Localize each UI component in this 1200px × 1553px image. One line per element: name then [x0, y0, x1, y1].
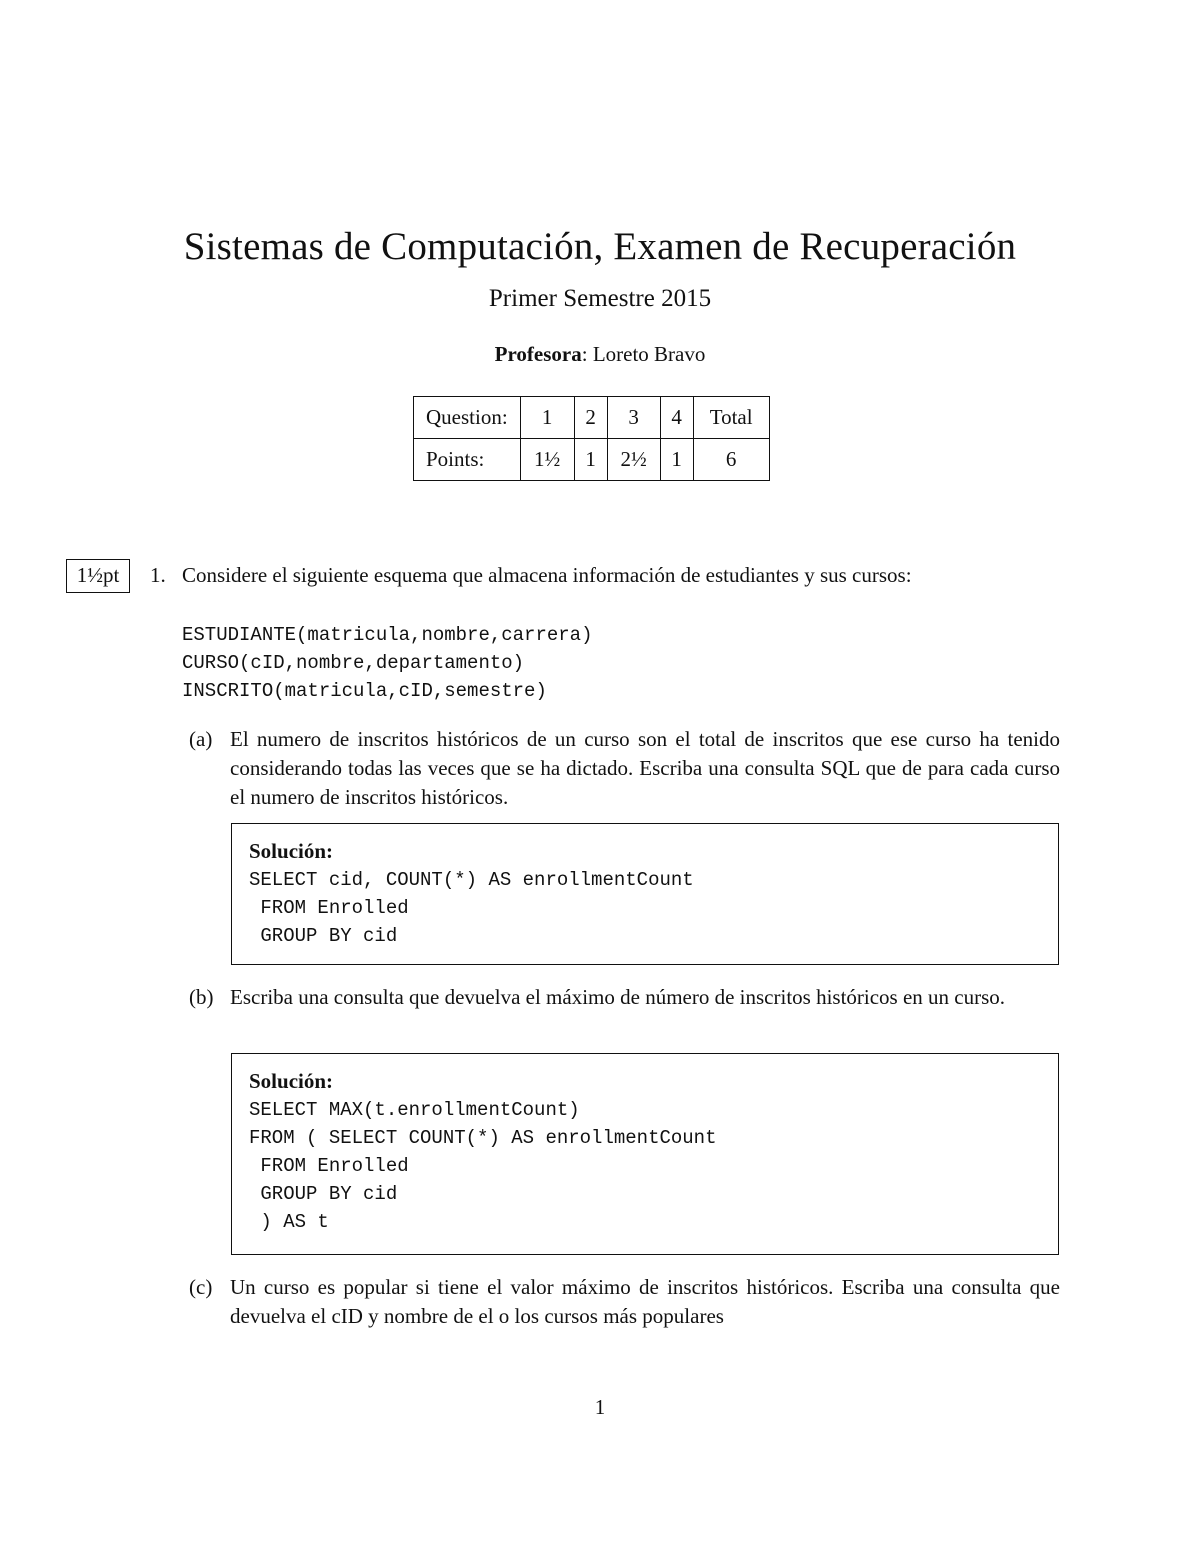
points-label-cell: Points:: [414, 439, 521, 481]
professor-label: Profesora: [494, 342, 582, 366]
solution-code-line: GROUP BY cid: [249, 925, 398, 947]
grade-table-question-row: [414, 397, 770, 439]
solution-label: Solución:: [249, 839, 334, 863]
solution-code-line: SELECT cid, COUNT(*) AS enrollmentCount: [249, 869, 694, 891]
schema-line: INSCRITO(matricula,cID,semestre): [182, 680, 547, 702]
part-b-label: (b): [189, 985, 214, 1009]
part-c-text: Un curso es popular si tiene el valor máximo de inscritos históricos. Escriba una consulta que devuelva el cID y nombre de el o los cursos más populares: [230, 1275, 1060, 1328]
grade-table-points-row: [414, 439, 770, 481]
question-points-badge: 1½pt: [66, 559, 130, 593]
question-cell: 2: [574, 397, 607, 439]
page-number: 1: [594, 1395, 606, 1419]
schema-line: CURSO(cID,nombre,departamento): [182, 652, 525, 674]
question-cell: 4: [660, 397, 693, 439]
part-b-text: Escriba una consulta que devuelva el máximo de número de inscritos históricos en un curso.: [230, 985, 1006, 1009]
solution-box-b: [231, 1053, 1059, 1255]
professor-name: Loreto Bravo: [592, 342, 706, 366]
question-text: Considere el siguiente esquema que almacena información de estudiantes y sus cursos:: [182, 563, 912, 587]
question-label-cell: Question:: [414, 397, 521, 439]
exam-title: Sistemas de Computación, Examen de Recuperación: [183, 225, 1017, 268]
solution-code-line: FROM ( SELECT COUNT(*) AS enrollmentCount: [249, 1127, 717, 1149]
question-number: 1.: [150, 563, 166, 587]
points-cell: 1½: [520, 439, 574, 481]
question-cell: 3: [607, 397, 660, 439]
question-cell: Total: [693, 397, 769, 439]
solution-box-a: [231, 823, 1059, 965]
points-cell: 2½: [607, 439, 660, 481]
professor-line: Profesora: Loreto Bravo: [494, 342, 706, 366]
grade-table: [413, 396, 770, 481]
exam-subtitle: Primer Semestre 2015: [488, 285, 712, 312]
part-a-text: El numero de inscritos históricos de un curso son el total de inscritos que ese curso ha tenido considerando todas las veces que se ha dictado. Escriba una consulta SQL que de para cada curso el numero de inscritos históricos.: [230, 727, 1060, 809]
part-a-label: (a): [189, 727, 213, 751]
solution-code-line: GROUP BY cid: [249, 1183, 398, 1205]
solution-code-line: FROM Enrolled: [249, 1155, 409, 1177]
question-cell: 1: [520, 397, 574, 439]
points-cell: 6: [693, 439, 769, 481]
schema-line: ESTUDIANTE(matricula,nombre,carrera): [182, 624, 593, 646]
solution-code-line: ) AS t: [249, 1211, 329, 1233]
points-cell: 1: [660, 439, 693, 481]
solution-label: Solución:: [249, 1069, 334, 1093]
points-cell: 1: [574, 439, 607, 481]
solution-code-line: FROM Enrolled: [249, 897, 409, 919]
solution-code-line: SELECT MAX(t.enrollmentCount): [249, 1099, 580, 1121]
part-c-label: (c): [189, 1275, 213, 1299]
